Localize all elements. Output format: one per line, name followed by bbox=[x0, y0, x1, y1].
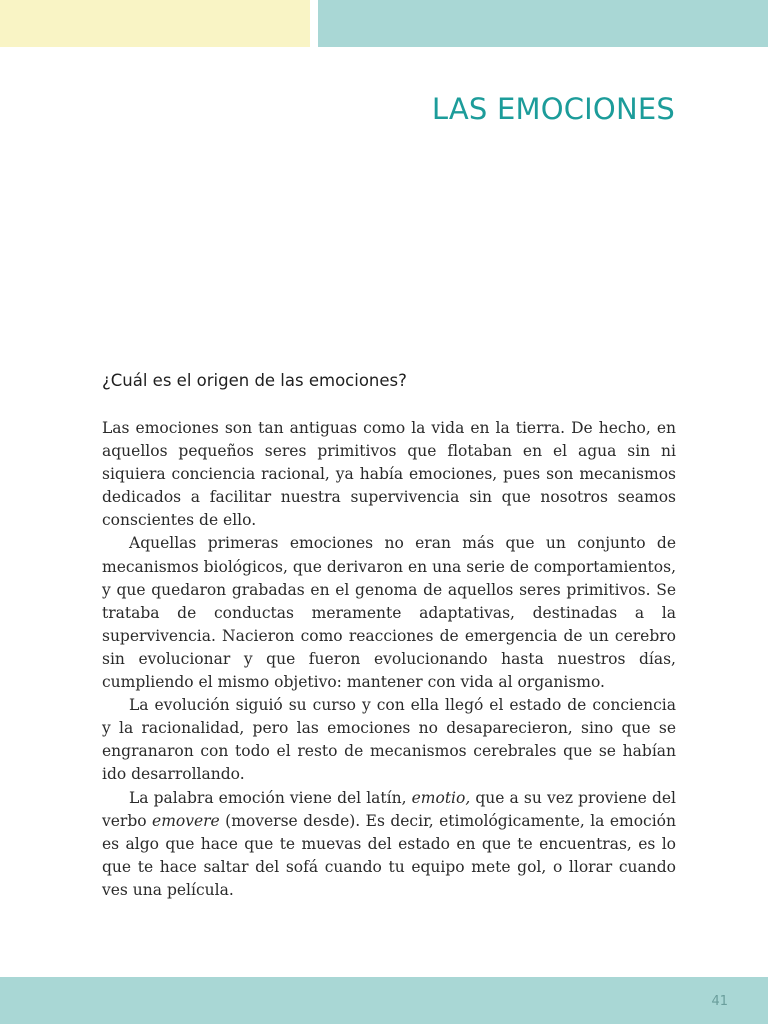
footer-band bbox=[0, 977, 768, 1024]
paragraph-3: La evolución siguió su curso y con ella llegó el estado de conciencia y la racionalidad, pero las emociones no desaparecieron, sino que se engranaron con todo el resto de mecanismos cerebrales que se habían ido desarrollando. bbox=[102, 696, 676, 784]
paragraph-4 bbox=[102, 787, 676, 902]
paragraph-4-text-before: La palabra emoción viene del latín, bbox=[129, 788, 412, 807]
paragraph-1: Las emociones son tan antiguas como la vida en la tierra. De hecho, en aquellos pequeños seres primitivos que flotaban en el agua sin ni siquiera conciencia racional, ya había emociones, pues son mecanismos dedicados a facilitar nuestra supervivencia sin que nosotros seamos conscientes de ello. bbox=[102, 419, 676, 530]
section-heading: ¿Cuál es el origen de las emociones? bbox=[102, 371, 407, 390]
header-band-teal bbox=[318, 0, 768, 47]
paragraph-4-text-after: (moverse desde). Es decir, etimológicamente, la emoción es algo que hace que te muevas del estado en que te encuentras, es lo que te hace saltar del sofá cuando tu equipo mete gol, o llorar cuando ves una película. bbox=[102, 811, 676, 899]
page-number: 41 bbox=[711, 994, 728, 1009]
paragraph-4-text-middle: que a su vez proviene del verbo bbox=[102, 788, 676, 830]
header-band-yellow bbox=[0, 0, 310, 47]
paragraph-2: Aquellas primeras emociones no eran más que un conjunto de mecanismos biológicos, que derivaron en una serie de comportamientos, y que quedaron grabadas en el genoma de aquellos seres primitivos. Se trataba de conductas meramente adaptativas, destinadas a la supervivencia. Nacieron como reacciones de emergencia de un cerebro sin evolucionar y que fueron evolucionando hasta nuestros días, cumpliendo el mismo objetivo: mantener con vida al organismo. bbox=[102, 534, 676, 692]
latin-term-emovere: emovere bbox=[152, 811, 220, 830]
latin-term-emotio: emotio, bbox=[411, 788, 471, 807]
chapter-title: LAS EMOCIONES bbox=[431, 92, 675, 126]
body-text bbox=[102, 417, 676, 902]
